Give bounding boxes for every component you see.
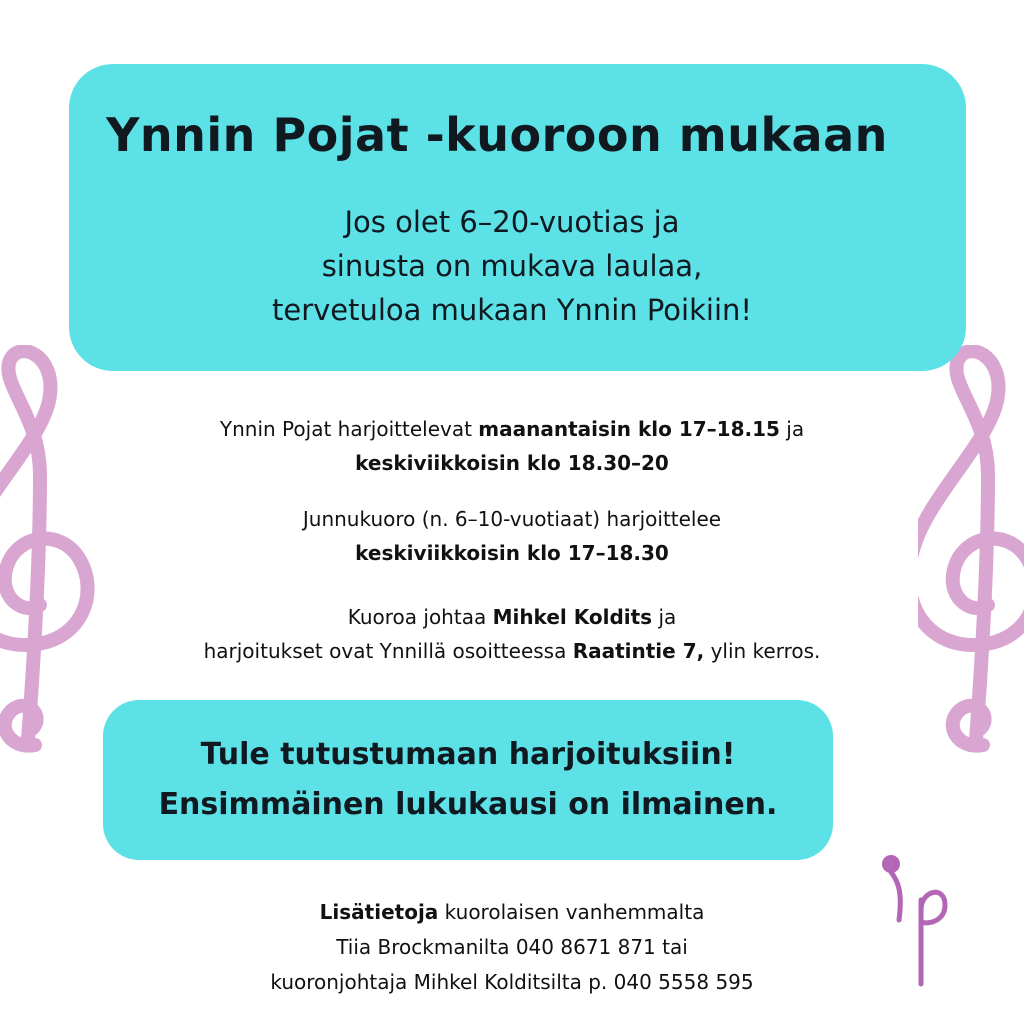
cta-line: Ensimmäinen lukukausi on ilmainen.	[158, 787, 778, 822]
treble-clef-icon	[0, 345, 110, 755]
intro-line: sinusta on mukava laulaa,	[321, 249, 703, 283]
contact-label: Lisätietoja	[319, 900, 439, 924]
location-text: ylin kerros.	[704, 639, 821, 663]
leader-text: ja	[652, 605, 677, 629]
intro-text	[0, 200, 1024, 332]
page-title: Ynnin Pojat -kuoroon mukaan	[106, 108, 888, 162]
cta-line: Tule tutustumaan harjoituksiin!	[200, 737, 736, 772]
location-text: harjoitukset ovat Ynnillä osoitteessa	[203, 639, 573, 663]
junior-text: Junnukuoro (n. 6–10-vuotiaat) harjoittelee	[302, 507, 722, 531]
intro-line: Jos olet 6–20-vuotias ja	[344, 205, 680, 239]
schedule-text: ja	[779, 417, 805, 441]
contact-text: Tiia Brockmanilta 040 8671 871 tai	[336, 935, 688, 959]
cta-text	[103, 730, 853, 830]
leader-location	[110, 600, 914, 668]
junior-choir-schedule	[110, 502, 914, 570]
schedule-monday: maanantaisin klo 17–18.15	[478, 417, 780, 441]
music-note-icon	[875, 850, 955, 990]
contact-text: kuoronjohtaja Mihkel Kolditsilta p. 040 5558 595	[270, 970, 754, 994]
contact-info	[150, 895, 874, 1000]
leader-name: Mihkel Koldits	[492, 605, 653, 629]
main-choir-schedule	[110, 412, 914, 480]
address: Raatintie 7,	[572, 639, 705, 663]
intro-line: tervetuloa mukaan Ynnin Poikiin!	[271, 293, 753, 327]
contact-text: kuorolaisen vanhemmalta	[438, 900, 705, 924]
schedule-text: Ynnin Pojat harjoittelevat	[219, 417, 479, 441]
leader-text: Kuoroa johtaa	[347, 605, 493, 629]
junior-time: keskiviikkoisin klo 17–18.30	[355, 541, 669, 565]
schedule-wednesday: keskiviikkoisin klo 18.30–20	[355, 451, 669, 475]
treble-clef-icon	[918, 345, 1024, 755]
